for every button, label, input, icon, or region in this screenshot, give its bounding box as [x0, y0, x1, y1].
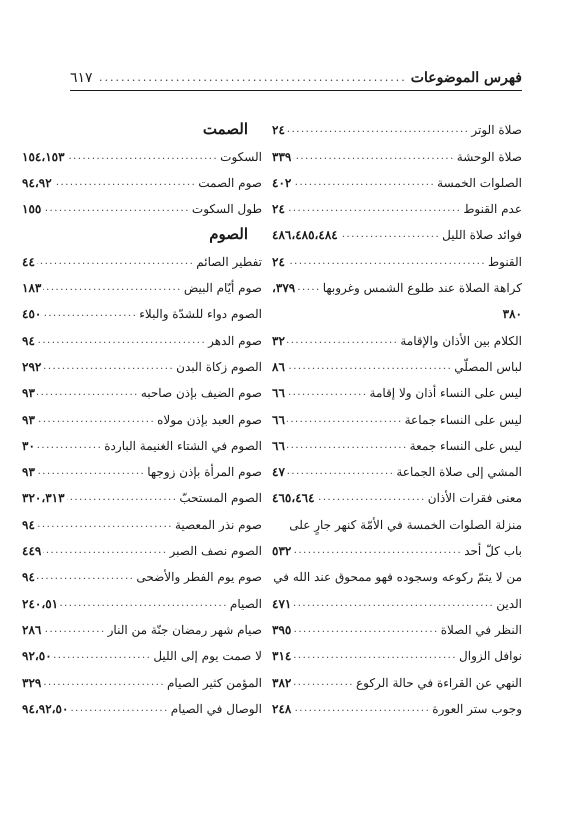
index-entry [272, 375, 522, 401]
leader-dots [54, 648, 152, 664]
entry-label: وجوب ستر العورة [432, 701, 522, 716]
index-entry [272, 638, 522, 664]
entry-label: عدم القنوط [463, 202, 522, 217]
header-rule [70, 90, 522, 91]
entry-pages: ٨٦ [272, 359, 285, 374]
leader-dots [293, 675, 354, 691]
entry-label: المشي إلى صلاة الجماعة [396, 465, 522, 480]
entry-label: لا صمت يوم إلى الليل [153, 649, 262, 664]
index-column-right [272, 112, 522, 717]
entry-label: صوم المرأة بإذن زوجها [147, 465, 262, 480]
entry-pages: ٢٤٠،٥١ [22, 596, 59, 611]
index-entry [272, 322, 522, 348]
entry-label: الصوم دواء للشدّة والبلاء [139, 307, 262, 322]
index-entry [22, 191, 262, 217]
entry-pages: ٥٣٢ [272, 544, 292, 559]
entry-pages: ٩٤ [22, 570, 35, 585]
entry-pages: ٦٦ [272, 438, 285, 453]
index-entry [22, 454, 262, 480]
leader-dots [37, 333, 206, 349]
entry-pages: ٤٨٦،٤٨٥،٤٨٤ [272, 228, 338, 243]
index-entry [22, 691, 262, 717]
entry-label: ليس على النساء أذان ولا إقامة [369, 386, 522, 401]
index-entry [272, 506, 522, 532]
entry-label: الصوم المستحبّ [179, 491, 262, 506]
leader-dots [287, 464, 394, 480]
entry-pages: ٦٦ [272, 386, 285, 401]
index-entry [272, 454, 522, 480]
entry-label: الدين [496, 596, 522, 611]
leader-dots [37, 438, 102, 454]
leader-dots [287, 359, 452, 375]
entry-pages: ٣٩٥ [272, 622, 292, 637]
leader-dots [293, 701, 430, 717]
section-heading-fasting: الصوم [209, 225, 248, 244]
index-entry [22, 612, 262, 638]
entry-label: القنوط [488, 254, 522, 269]
index-entry [22, 243, 262, 269]
leader-dots [37, 517, 173, 533]
leader-dots [287, 201, 461, 217]
entry-pages: ٣٢٠،٣١٣ [22, 491, 65, 506]
page-number: ٦١٧ [70, 70, 93, 86]
leader-dots [293, 648, 457, 664]
index-group-silence [22, 138, 262, 217]
leader-dots [297, 280, 321, 296]
leader-dots [43, 359, 174, 375]
entry-label: المؤمن كثير الصيام [167, 675, 262, 690]
index-entry [22, 322, 262, 348]
index-entry [22, 480, 262, 506]
entry-pages: ٣٢٩ [22, 675, 42, 690]
entry-label: معنى فقرات الأذان [427, 491, 522, 506]
entry-label: من لا يتمّ ركوعه وسجوده فهو ممحوق عند الله في [273, 570, 522, 585]
leader-dots [43, 306, 137, 322]
leader-dots [37, 569, 134, 585]
entry-label: تفطير الصائم [196, 254, 262, 269]
index-entry [22, 165, 262, 191]
entry-label: النهي عن القراءة في حالة الركوع [355, 675, 522, 690]
entry-label: صوم يوم الفطر والأضحى [136, 570, 262, 585]
leader-dots [43, 280, 182, 296]
index-group-fasting [22, 243, 262, 716]
leader-dots [43, 201, 190, 217]
entry-label: السكوت [220, 149, 262, 164]
index-entry [272, 217, 522, 243]
index-entry [272, 112, 522, 138]
leader-dots [287, 412, 403, 428]
leader-dots [293, 175, 435, 191]
entry-label: صوم أيّام البيض [183, 281, 262, 296]
index-entry [22, 270, 262, 296]
entry-label: صوم نذر المعصية [174, 517, 262, 532]
entry-pages: ٣٧٩، [272, 281, 296, 296]
index-entry [272, 428, 522, 454]
entry-label: نوافل الزوال [459, 649, 522, 664]
index-entry [272, 480, 522, 506]
entry-label: النظر في الصلاة [440, 622, 522, 637]
entry-pages: ١٥٥ [22, 202, 42, 217]
leader-dots [37, 385, 139, 401]
leader-dots [293, 622, 438, 638]
index-entry [272, 243, 522, 269]
leader-dots [287, 438, 408, 454]
entry-label: الصيام [229, 596, 262, 611]
entry-pages: ٣٨٠ [502, 307, 522, 322]
index-entry [272, 191, 522, 217]
index-entry [272, 664, 522, 690]
entry-pages: ١٨٣ [22, 281, 42, 296]
index-entry [22, 533, 262, 559]
leader-dots [60, 596, 228, 612]
leader-dots [293, 543, 462, 559]
entry-label: الصلوات الخمسة [437, 175, 522, 190]
entry-label: فوائد صلاة الليل [442, 228, 522, 243]
entry-pages: ٦٦ [272, 412, 285, 427]
entry-pages: ٢٤٨ [272, 701, 292, 716]
header-leader-dots [97, 68, 407, 88]
entry-pages: ٩٤ [22, 333, 35, 348]
entry-pages: ٢٤ [272, 123, 285, 138]
leader-dots [70, 701, 168, 717]
entry-pages: ٩٣ [22, 412, 35, 427]
entry-label: لباس المصلّي [454, 359, 522, 374]
index-entry [272, 296, 522, 322]
leader-dots [287, 122, 470, 138]
page-header [70, 64, 522, 88]
index-entry [272, 270, 522, 296]
index-entry [22, 559, 262, 585]
section-heading-silence: الصمت [202, 120, 248, 139]
index-entry [272, 559, 522, 585]
entry-pages: ٣٢ [272, 333, 285, 348]
entry-label: صلاة الوتر [471, 123, 522, 138]
index-entry [272, 585, 522, 611]
header-title: فهرس الموضوعات [410, 70, 522, 86]
entry-pages: ٢٤ [272, 254, 285, 269]
leader-dots [37, 412, 155, 428]
entry-label: طول السكوت [191, 202, 262, 217]
entry-pages: ٤٤ [22, 254, 35, 269]
leader-dots [37, 254, 194, 270]
entry-pages: ٤٠٢ [272, 175, 292, 190]
entry-label: الكلام بين الأذان والإقامة [400, 333, 522, 348]
leader-dots [43, 622, 105, 638]
entry-pages: ٤٧ [272, 465, 285, 480]
index-entry [22, 401, 262, 427]
index-entry [272, 138, 522, 164]
entry-pages: ١٥٤،١٥٣ [22, 149, 65, 164]
index-entry [272, 349, 522, 375]
entry-pages: ٣٠ [22, 438, 35, 453]
entry-pages: ٤٦٥،٤٦٤ [272, 491, 315, 506]
entry-pages: ٢٩٢ [22, 359, 42, 374]
leader-dots [293, 149, 454, 165]
entry-label: الصوم في الشتاء الغنيمة الباردة [104, 438, 262, 453]
leader-dots [43, 675, 165, 691]
entry-label: كراهة الصلاة عند طلوع الشمس وغروبها [322, 281, 522, 296]
entry-label: صوم الدهر [208, 333, 262, 348]
entry-pages: ٣٣٩ [272, 149, 292, 164]
index-entry [22, 296, 262, 322]
entry-label: الصوم نصف الصبر [169, 544, 262, 559]
entry-pages: ٣١٤ [272, 649, 292, 664]
leader-dots [317, 490, 426, 506]
entry-pages: ٤٥٠ [22, 307, 42, 322]
index-entry [22, 375, 262, 401]
index-column-left [22, 112, 262, 717]
entry-label: الصوم زكاة البدن [176, 359, 262, 374]
index-entry [272, 401, 522, 427]
index-entry [272, 533, 522, 559]
index-entry [272, 612, 522, 638]
entry-pages: ٩٤،٩٢،٥٠ [22, 701, 69, 716]
entry-pages: ٩٢،٥٠ [22, 649, 52, 664]
index-entry [22, 506, 262, 532]
leader-dots [43, 543, 167, 559]
entry-label: ليس على النساء جماعة [404, 412, 522, 427]
entry-pages: ٣٨٢ [272, 675, 292, 690]
leader-dots [287, 333, 398, 349]
entry-label: باب كلّ أحد [464, 544, 522, 559]
entry-label: صوم الضيف بإذن صاحبه [140, 386, 262, 401]
entry-label: منزلة الصلوات الخمسة في الأمّة كنهر جارٍ على [289, 517, 522, 532]
entry-label: الوصال في الصيام [170, 701, 262, 716]
entry-pages: ٢٨٦ [22, 622, 42, 637]
leader-dots [287, 385, 368, 401]
entry-pages: ٤٧١ [272, 596, 292, 611]
index-entry [22, 638, 262, 664]
leader-dots [340, 227, 440, 243]
leader-dots [293, 596, 494, 612]
leader-dots [67, 149, 219, 165]
entry-pages: ٩٤ [22, 517, 35, 532]
index-entry [22, 349, 262, 375]
entry-label: ليس على النساء جمعة [409, 438, 522, 453]
index-entry [272, 691, 522, 717]
leader-dots [287, 254, 486, 270]
entry-label: صلاة الوحشة [456, 149, 522, 164]
entry-pages: ٩٣ [22, 386, 35, 401]
index-entry [272, 165, 522, 191]
index-entry [22, 585, 262, 611]
entry-label: صوم الصمت [198, 175, 262, 190]
entry-pages: ٢٤ [272, 202, 285, 217]
entry-label: صيام شهر رمضان جنّة من النار [107, 622, 262, 637]
entry-pages: ٤٤٩ [22, 544, 42, 559]
index-entry [22, 138, 262, 164]
leader-dots [67, 490, 178, 506]
leader-dots [54, 175, 197, 191]
index-entry [22, 428, 262, 454]
leader-dots [37, 464, 145, 480]
entry-label: صوم العبد بإذن مولاه [157, 412, 262, 427]
entry-pages: ٩٤،٩٢ [22, 175, 52, 190]
entry-pages: ٩٣ [22, 465, 35, 480]
index-entry [22, 664, 262, 690]
